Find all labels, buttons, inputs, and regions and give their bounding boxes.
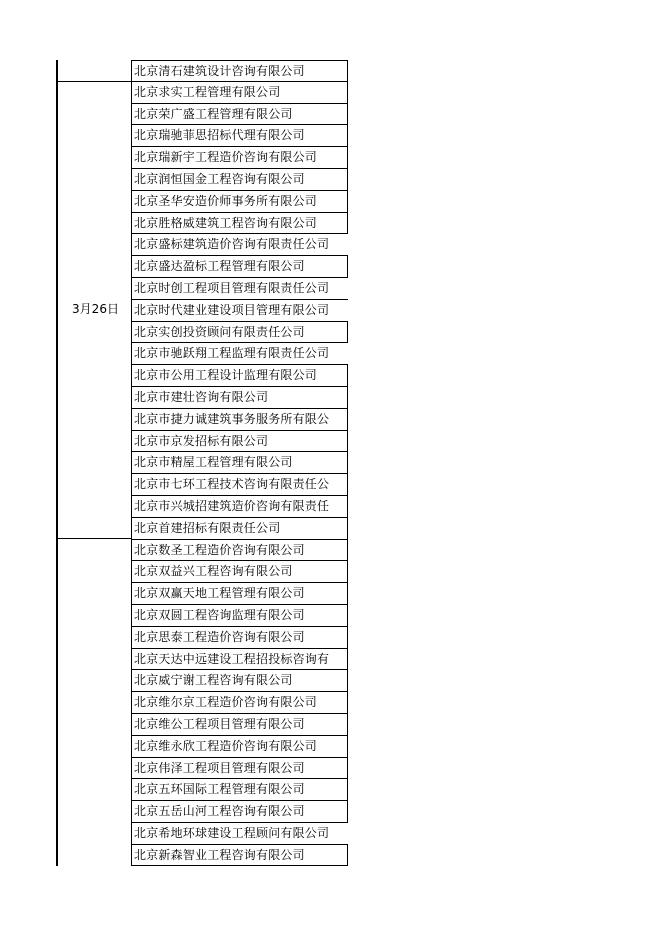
company-cell[interactable]: 北京伟泽工程项目管理有限公司 xyxy=(132,758,348,780)
company-cell[interactable]: 北京天达中远建设工程招投标咨询有 xyxy=(132,649,348,671)
company-cell[interactable]: 北京希地环球建设工程顾问有限公司 xyxy=(132,823,348,845)
company-cell[interactable]: 北京五环国际工程管理有限公司 xyxy=(132,779,348,801)
company-cell[interactable]: 北京求实工程管理有限公司 xyxy=(132,82,348,104)
company-cell[interactable]: 北京双益兴工程咨询有限公司 xyxy=(132,561,348,583)
company-cell[interactable]: 北京瑞新宇工程造价咨询有限公司 xyxy=(132,147,348,169)
company-cell[interactable]: 北京时代建业建设项目管理有限公司 xyxy=(132,300,348,322)
company-cell[interactable]: 北京胜格威建筑工程咨询有限公司 xyxy=(132,213,348,235)
date-group-cell xyxy=(56,538,131,866)
company-cell[interactable]: 北京首建招标有限责任公司 xyxy=(132,518,348,540)
company-cell[interactable]: 北京市京发招标有限公司 xyxy=(132,431,348,453)
company-cell[interactable]: 北京双赢天地工程管理有限公司 xyxy=(132,583,348,605)
company-cell[interactable]: 北京双圆工程咨询监理有限公司 xyxy=(132,605,348,627)
company-cell[interactable]: 北京新森智业工程咨询有限公司 xyxy=(132,845,348,867)
company-cell[interactable]: 北京圣华安造价师事务所有限公司 xyxy=(132,191,348,213)
company-cell[interactable]: 北京时创工程项目管理有限责任公司 xyxy=(132,278,348,300)
date-label: 3月26日 xyxy=(72,302,119,316)
company-cell[interactable]: 北京盛达盈标工程管理有限公司 xyxy=(132,256,348,278)
company-cell[interactable]: 北京威宁谢工程咨询有限公司 xyxy=(132,670,348,692)
company-cell[interactable]: 北京荣广盛工程管理有限公司 xyxy=(132,104,348,126)
company-cell[interactable]: 北京市驰跃翔工程监理有限责任公司 xyxy=(132,343,348,365)
company-cell[interactable]: 北京润恒国金工程咨询有限公司 xyxy=(132,169,348,191)
company-cell[interactable]: 北京市兴城招建筑造价咨询有限责任 xyxy=(132,496,348,518)
company-list xyxy=(131,60,348,866)
company-cell[interactable]: 北京市建壮咨询有限公司 xyxy=(132,387,348,409)
company-cell[interactable]: 北京思泰工程造价咨询有限公司 xyxy=(132,627,348,649)
company-cell[interactable]: 北京维永欣工程造价咨询有限公司 xyxy=(132,736,348,758)
company-cell[interactable]: 北京市七环工程技术咨询有限责任公 xyxy=(132,474,348,496)
company-cell[interactable]: 北京市捷力诚建筑事务服务所有限公 xyxy=(132,409,348,431)
company-cell[interactable]: 北京市公用工程设计监理有限公司 xyxy=(132,365,348,387)
company-cell[interactable]: 北京维公工程项目管理有限公司 xyxy=(132,714,348,736)
company-cell[interactable]: 北京数圣工程造价咨询有限公司 xyxy=(132,540,348,562)
company-cell[interactable]: 北京瑞驰菲思招标代理有限公司 xyxy=(132,125,348,147)
company-cell[interactable]: 北京维尔京工程造价咨询有限公司 xyxy=(132,692,348,714)
company-cell[interactable]: 北京五岳山河工程咨询有限公司 xyxy=(132,801,348,823)
company-cell[interactable]: 北京清石建筑设计咨询有限公司 xyxy=(132,60,348,82)
date-group-cell xyxy=(56,81,131,538)
company-cell[interactable]: 北京市精屋工程管理有限公司 xyxy=(132,452,348,474)
date-group-cell xyxy=(56,60,131,81)
company-cell[interactable]: 北京实创投资顾问有限责任公司 xyxy=(132,322,348,344)
company-cell[interactable]: 北京盛标建筑造价咨询有限责任公司 xyxy=(132,234,348,256)
